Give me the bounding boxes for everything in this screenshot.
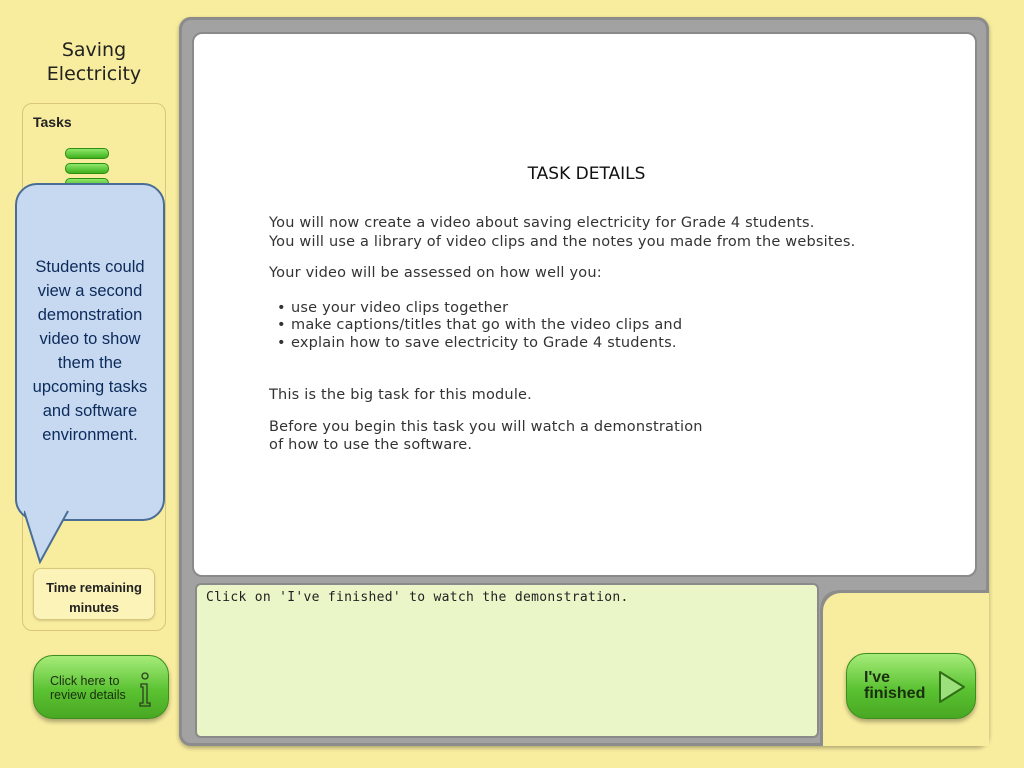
tasks-label: Tasks [33,114,72,130]
review-button-line1: Click here to [50,674,120,688]
instruction-text: Click on 'I've finished' to watch the demonstration. [206,590,629,605]
big-task-note: This is the big task for this module. [269,387,532,403]
before-line2: of how to use the software. [269,437,473,453]
time-remaining-label: Time remaining [46,580,142,595]
callout-line: demonstration [37,306,143,324]
callout-line: and software [42,402,138,420]
callout-line: view a second [37,282,143,300]
callout-line: environment. [42,426,138,444]
play-arrow-icon [937,670,967,704]
instruction-panel [195,583,819,738]
intro-line2: You will use a library of video clips and the notes you made from the websites. [269,233,856,250]
callout-tail [24,510,84,570]
before-line1: Before you begin this task you will watch a demonstration [269,418,703,435]
criteria-list [269,296,919,353]
time-remaining-box [33,568,155,620]
review-button-line2: review details [50,688,126,702]
finished-button-line1: I've [864,669,891,686]
callout-line: video to show [39,330,141,348]
task-details-panel [192,32,977,577]
callout-text [18,255,162,447]
review-details-button[interactable] [33,655,169,719]
criteria-item: • use your video clips together [291,300,919,318]
task-details-body [269,214,919,468]
app-title-line2: Electricity [46,63,142,85]
finished-button-line2: finished [864,685,926,702]
task-details-heading: TASK DETAILS [527,164,646,184]
time-remaining-unit: minutes [69,600,119,615]
intro-line1: You will now create a video about saving electricity for Grade 4 students. [269,215,815,231]
app-title [20,38,168,86]
app-title-line1: Saving [61,39,127,61]
assessment-intro: Your video will be assessed on how well you: [269,265,602,281]
criteria-item: • make captions/titles that go with the video clips and [291,317,919,335]
callout-line: Students could [35,258,145,276]
callout-line: upcoming tasks [32,378,148,396]
info-icon [138,672,152,708]
ive-finished-button[interactable] [846,653,976,719]
criteria-item: • explain how to save electricity to Grade 4 students. [291,335,919,353]
callout-line: them the [57,354,123,372]
